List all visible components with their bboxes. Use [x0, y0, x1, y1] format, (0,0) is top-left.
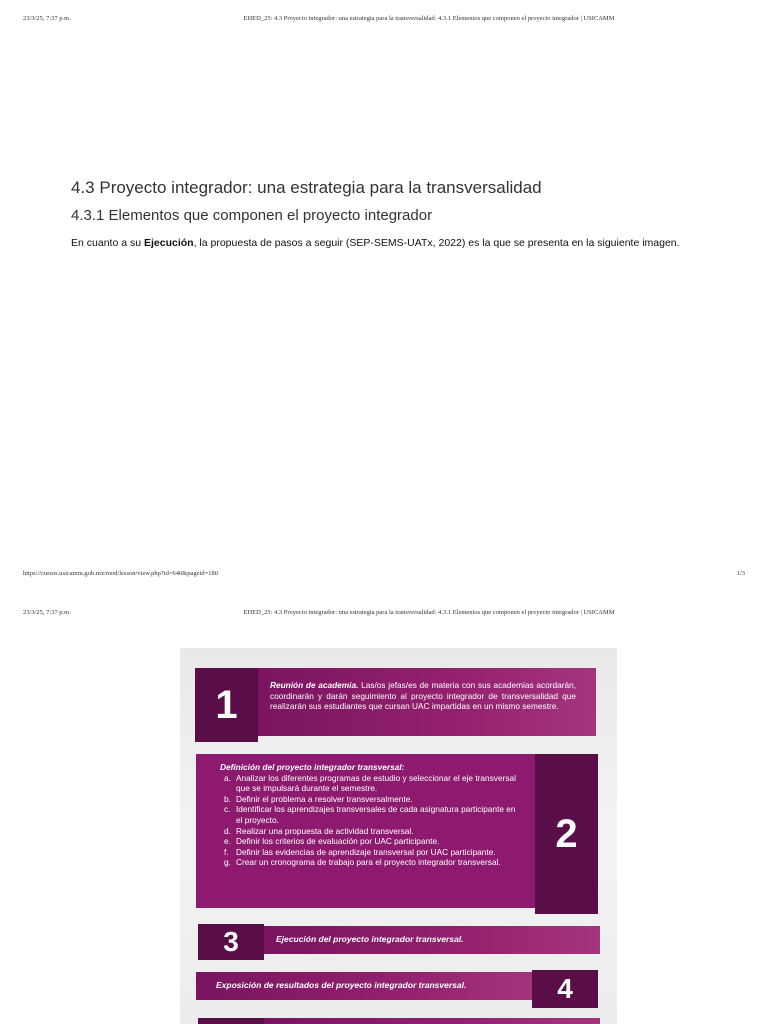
- list-marker: e.: [224, 836, 231, 847]
- intro-prefix: En cuanto a su: [71, 237, 144, 249]
- step5-number-block: [198, 1018, 264, 1024]
- list-marker: a.: [224, 772, 231, 783]
- header-date-2: 23/3/25, 7:37 p.m.: [23, 609, 71, 616]
- list-text: Definir los criterios de evaluación por UAC participante.: [236, 836, 440, 847]
- list-marker: b.: [224, 793, 231, 804]
- list-text: Analizar los diferentes programas de estudio y seleccionar el eje transversal que se impulsará durante el semestre.: [236, 772, 516, 794]
- list-marker: c.: [224, 804, 231, 815]
- intro-bold: Ejecución: [143, 237, 194, 249]
- header-title-2: EHED_25: 4.3 Proyecto integrador: una estrategia para la transversalidad: 4.3.1 Elementos que componen el proyecto integrador | USICAMM: [243, 609, 615, 616]
- list-item: [220, 826, 520, 837]
- list-marker: f.: [224, 846, 229, 857]
- step4-text: Exposición de resultados del proyecto integrador transversal.: [216, 980, 467, 990]
- intro-suffix: , la propuesta de pasos a seguir (SEP-SEMS-UATx, 2022) es la que se presenta en la siguiente imagen.: [193, 237, 680, 249]
- list-text: Crear un cronograma de trabajo para el proyecto integrador transversal.: [236, 857, 501, 868]
- list-marker: d.: [224, 825, 231, 836]
- list-text: Definir el problema a resolver transversalmente.: [236, 793, 413, 804]
- step1-lead: Reunión de academia.: [270, 680, 359, 690]
- section-subtitle: 4.3.1 Elementos que componen el proyecto integrador: [71, 207, 433, 224]
- step5-band: [260, 1018, 600, 1024]
- steps-infographic: [180, 648, 617, 1024]
- page-footer: [0, 570, 768, 582]
- page-title: 4.3 Proyecto integrador: una estrategia para la transversalidad: [71, 178, 542, 197]
- list-text: Realizar una propuesta de actividad transversal.: [236, 825, 414, 836]
- list-item: [220, 794, 520, 805]
- footer-page-number: 1/3: [736, 570, 745, 577]
- step2-lead: Definición del proyecto integrador transversal:: [220, 762, 405, 772]
- step1-number: 1: [195, 668, 258, 742]
- page-header: [0, 15, 768, 29]
- intro-paragraph: [71, 237, 680, 249]
- list-text: Definir las evidencias de aprendizaje transversal por UAC participante.: [236, 846, 496, 857]
- step2-text: [220, 762, 520, 868]
- list-item: [220, 804, 520, 825]
- list-item: [220, 857, 520, 868]
- step4-number: 4: [532, 970, 598, 1008]
- list-marker: g.: [224, 857, 231, 868]
- step2-list: [220, 773, 520, 868]
- step3-text: Ejecución del proyecto integrador transversal.: [276, 934, 464, 944]
- list-item: [220, 773, 520, 794]
- step1-body: Las/os jefas/es de materia con sus academias acordarán, coordinarán y darán seguimiento al proyecto integrador de transversalidad que realizarán sus estudiantes que cursan UAC impartidas en un mismo semestre.: [270, 680, 577, 711]
- step2-number: 2: [535, 754, 598, 914]
- list-item: [220, 836, 520, 847]
- list-text: Identificar los aprendizajes transversales de cada asignatura participante en el proyecto.: [236, 804, 516, 825]
- step1-text: [270, 680, 576, 712]
- page-header-2: [0, 609, 768, 623]
- header-title: EHED_25: 4.3 Proyecto integrador: una estrategia para la transversalidad: 4.3.1 Elementos que componen el proyecto integrador | USICAMM: [243, 15, 615, 22]
- step3-number: 3: [198, 924, 264, 960]
- footer-url[interactable]: https://cursos.usicamm.gob.mx/mod/lesson/view.php?id=640&pageid=180: [23, 570, 219, 577]
- header-date: 23/3/25, 7:37 p.m.: [23, 15, 71, 22]
- list-item: [220, 847, 520, 858]
